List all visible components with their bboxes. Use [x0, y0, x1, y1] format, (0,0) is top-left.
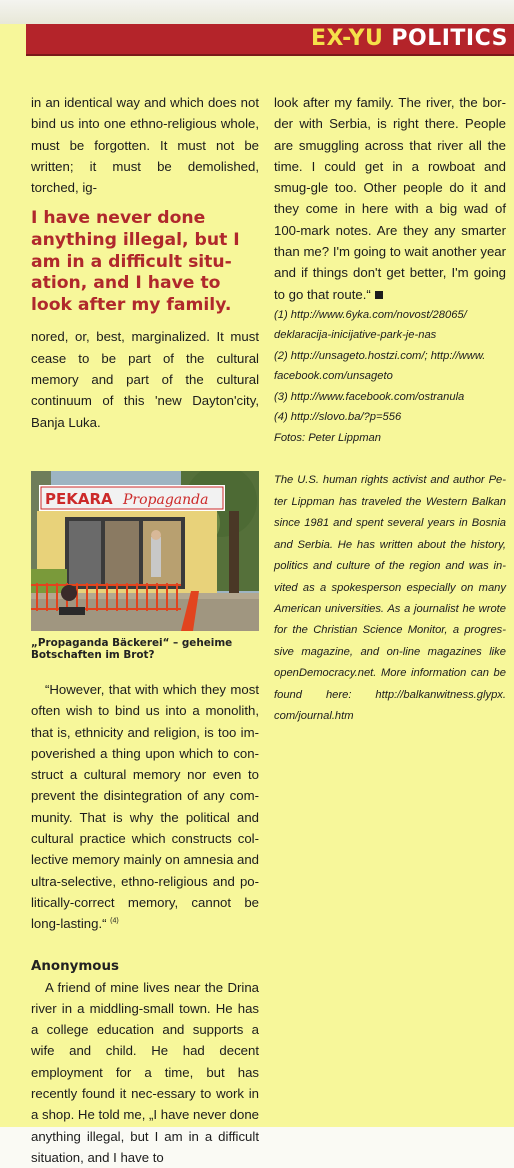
body-paragraph: nored, or, best, marginalized. It must cease to be part of the cultural memory and part of the cultural continuum of this 'new Dayton'city, Banja Luka.	[31, 326, 259, 432]
section-header-bar	[26, 24, 514, 56]
paragraph-text: look after my family. The river, the bor-der with Serbia, is right there. People are smuggling across that river all the time. I could get in a rowboat and smug-gle too. Other people do it and they come in here with a big wad of 100-mark notes. Are they any smarter than me? I'm going to wait another year and if things don't get better, I'm going to go that route.“	[274, 95, 506, 302]
section-title	[311, 26, 508, 51]
end-mark-icon	[375, 291, 383, 299]
right-column	[274, 92, 506, 727]
photo-caption: „Propaganda Bäckerei“ – geheime Botschaften im Brot?	[31, 637, 259, 661]
footnote-marker: (4)	[110, 918, 119, 925]
body-paragraph: A friend of mine lives near the Drina river in a middling-small town. He has a college education and supports a wife and child. He had decent employment for a time, but has recently found it nec-essary to work in a shop. He told me, „I have never done anything illegal, but I am in a difficult situation, and I have to	[31, 977, 259, 1168]
body-paragraph	[274, 92, 506, 305]
photo-credit: Fotos: Peter Lippman	[274, 428, 506, 449]
reference-line: (1) http://www.6yka.com/novost/28065/	[274, 305, 506, 326]
subheading: Anonymous	[31, 957, 259, 977]
section-highlight: EX-YU	[311, 26, 383, 51]
pull-quote: I have never done anything illegal, but I am in a difficult situ-ation, and I have to look after my family.	[31, 208, 259, 316]
reference-line: (4) http://slovo.ba/?p=556	[274, 407, 506, 428]
reference-line: (2) http://unsageto.hostzi.com/; http://www.	[274, 346, 506, 367]
references-list	[274, 305, 506, 449]
section-name: POLITICS	[391, 26, 508, 51]
photo-sign-text: PEKARA	[45, 490, 113, 508]
body-paragraph: in an identical way and which does not bind us into one ethno-religious whole, must be forgotten. It must not be written; it must be demolished, torched, ig-	[31, 92, 259, 198]
quote-text: “However, that with which they most often wish to bind us into a monolith, that is, ethnicity and religion, is too im-poverished a thing upon which to con-struct a cultural memory nor even to prevent the disintegration of any com-munity. That is why the political and cultural practice which constructs col-lective memory mainly on amnesia and ultra-selective, ethno-religious and po-litically-correct memory, cannot be long-lasting.“	[31, 682, 259, 931]
bakery-photo-image	[31, 471, 259, 631]
reference-line: deklaracija-inicijative-park-je-nas	[274, 325, 506, 346]
left-column	[31, 92, 259, 1168]
author-bio: The U.S. human rights activist and author Pe-ter Lippman has traveled the Western Balkan since 1981 and spent several years in Bosnia and Serbia. He has written about the history, politics and culture of the region and was in-vited as a spokesperson especially on many American universities. As a journalist he wrote for the Christian Science Monitor, a progres-sive magazine, and on-line magazines like openDemocracy.net. More information can be found here: http://balkanwitness.glypx. com/journal.htm	[274, 470, 506, 727]
top-margin	[0, 0, 514, 24]
reference-line: (3) http://www.facebook.com/ostranula	[274, 387, 506, 408]
body-paragraph	[31, 679, 259, 935]
photo-sign-script: Propaganda	[122, 492, 208, 508]
bakery-photo	[31, 471, 259, 631]
reference-line: facebook.com/unsageto	[274, 366, 506, 387]
